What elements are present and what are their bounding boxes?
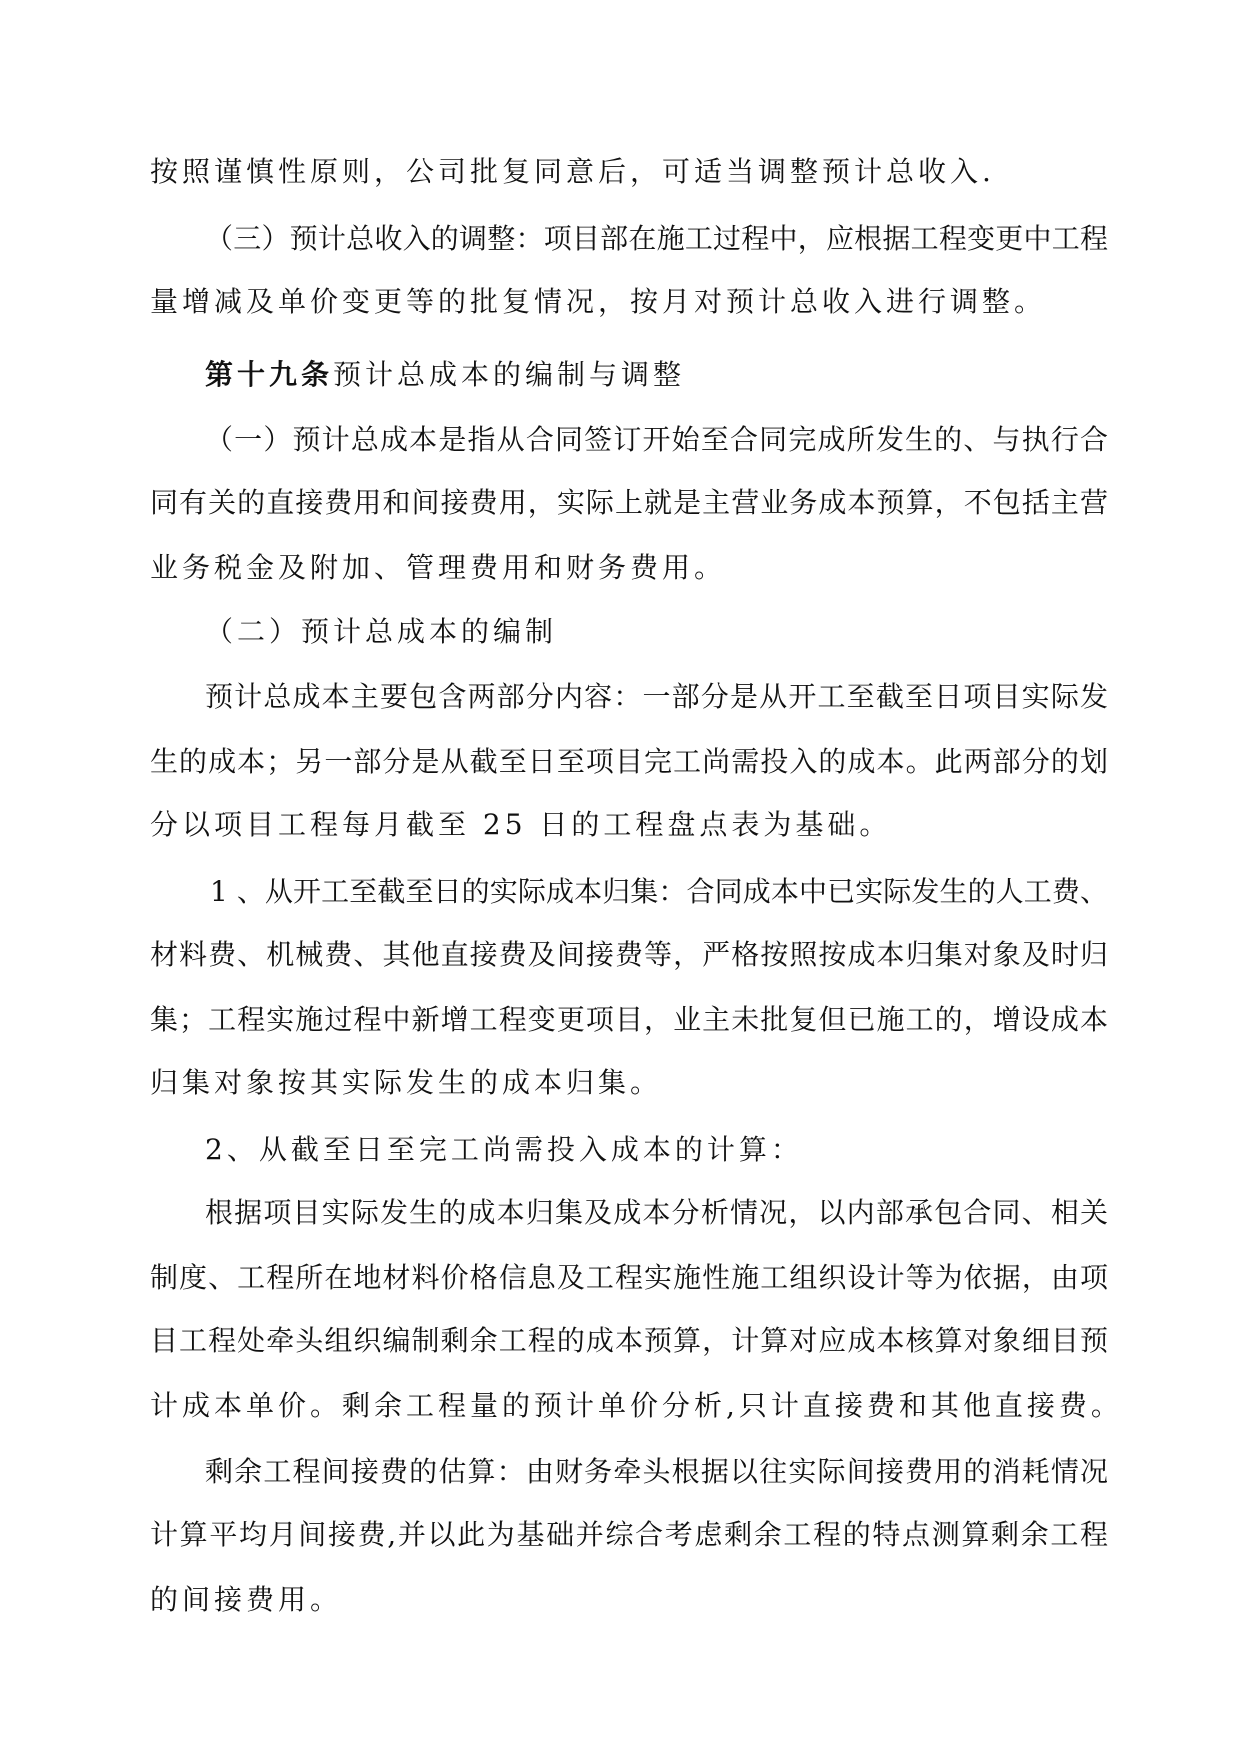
paragraph-line: 计算平均月间接费,并以此为基础并综合考虑剩余工程的特点测算剩余工程 (150, 1518, 1108, 1551)
paragraph-line: 按照谨慎性原则，公司批复同意后，可适当调整预计总收入. (150, 155, 995, 188)
paragraph-line: 业务税金及附加、管理费用和财务费用。 (150, 551, 727, 584)
paragraph-line: 1 、从开工至截至日的实际成本归集：合同成本中已实际发生的人工费、 (210, 875, 1108, 908)
paragraph-line: （二）预计总成本的编制 (205, 615, 558, 648)
paragraph-line: （三）预计总收入的调整：项目部在施工过程中，应根据工程变更中工程 (205, 222, 1108, 255)
article-heading-line (205, 355, 685, 395)
paragraph-line: 的间接费用。 (150, 1583, 343, 1616)
paragraph-line: 剩余工程间接费的估算：由财务牵头根据以往实际间接费用的消耗情况 (205, 1455, 1108, 1488)
paragraph-line: 计成本单价。剩余工程量的预计单价分析,只计直接费和其他直接费。 (150, 1389, 1123, 1422)
paragraph-line: 归集对象按其实际发生的成本归集。 (150, 1066, 663, 1099)
paragraph-line: 2、从截至日至完工尚需投入成本的计算： (205, 1133, 803, 1166)
paragraph-line: 材料费、机械费、其他直接费及间接费等，严格按照按成本归集对象及时归 (150, 938, 1108, 971)
paragraph-line: 分以项目工程每月截至 25 日的工程盘点表为基础。 (150, 808, 892, 841)
paragraph-line: 生的成本；另一部分是从截至日至项目完工尚需投入的成本。此两部分的划 (150, 745, 1108, 778)
paragraph-line: 根据项目实际发生的成本归集及成本分析情况，以内部承包合同、相关 (205, 1196, 1108, 1229)
paragraph-line: 同有关的直接费用和间接费用，实际上就是主营业务成本预算，不包括主营 (150, 486, 1108, 519)
paragraph-line: 目工程处牵头组织编制剩余工程的成本预算，计算对应成本核算对象细目预 (150, 1324, 1108, 1357)
paragraph-line: 量增减及单价变更等的批复情况，按月对预计总收入进行调整。 (150, 285, 1047, 318)
article-number: 第十九条 (205, 358, 334, 391)
paragraph-line: 制度、工程所在地材料价格信息及工程实施性施工组织设计等为依据，由项 (150, 1261, 1108, 1294)
paragraph-line: （一）预计总成本是指从合同签订开始至合同完成所发生的、与执行合 (205, 423, 1108, 456)
paragraph-line: 预计总成本主要包含两部分内容：一部分是从开工至截至日项目实际发 (205, 680, 1108, 713)
article-title: 预计总成本的编制与调整 (333, 358, 686, 391)
paragraph-line: 集；工程实施过程中新增工程变更项目，业主未批复但已施工的，增设成本 (150, 1003, 1108, 1036)
